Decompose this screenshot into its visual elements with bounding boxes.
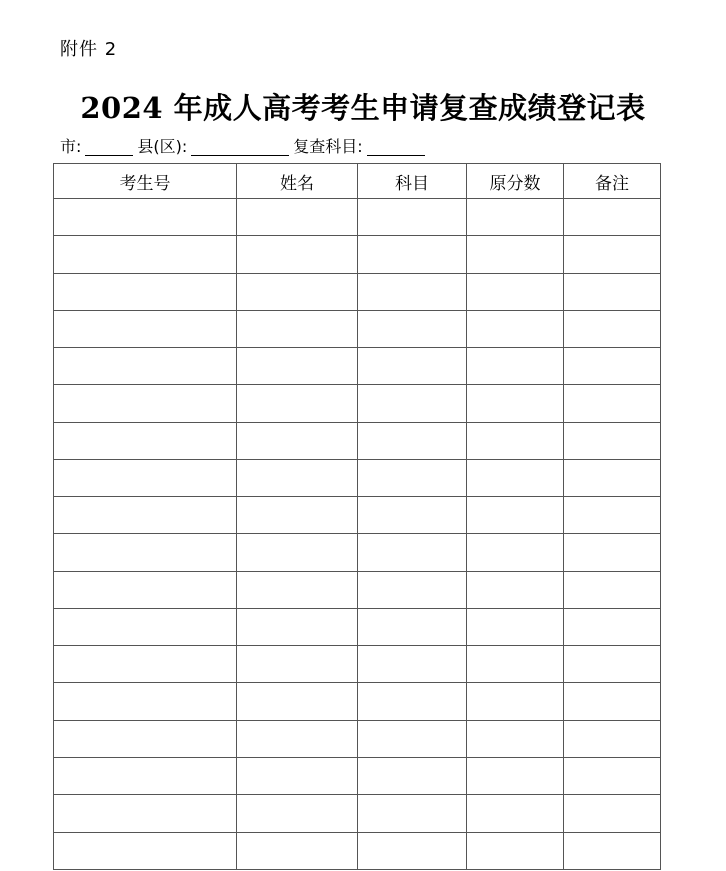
table-cell[interactable] bbox=[358, 683, 467, 720]
table-cell[interactable] bbox=[358, 646, 467, 683]
table-cell[interactable] bbox=[237, 348, 358, 385]
table-cell[interactable] bbox=[237, 608, 358, 645]
table-cell[interactable] bbox=[358, 236, 467, 273]
table-cell[interactable] bbox=[467, 757, 564, 794]
table-body bbox=[54, 199, 661, 870]
table-cell[interactable] bbox=[54, 385, 237, 422]
table-cell[interactable] bbox=[467, 683, 564, 720]
table-cell[interactable] bbox=[54, 348, 237, 385]
table-row bbox=[54, 497, 661, 534]
table-cell[interactable] bbox=[54, 646, 237, 683]
table-cell[interactable] bbox=[237, 497, 358, 534]
table-cell[interactable] bbox=[237, 199, 358, 236]
table-cell[interactable] bbox=[564, 832, 661, 869]
table-cell[interactable] bbox=[358, 757, 467, 794]
table-cell[interactable] bbox=[54, 832, 237, 869]
table-cell[interactable] bbox=[467, 608, 564, 645]
table-cell[interactable] bbox=[54, 497, 237, 534]
subject-label: 复查科目: bbox=[293, 137, 363, 156]
table-cell[interactable] bbox=[564, 608, 661, 645]
table-cell[interactable] bbox=[564, 683, 661, 720]
table-cell[interactable] bbox=[358, 608, 467, 645]
city-blank[interactable] bbox=[85, 135, 133, 156]
table-cell[interactable] bbox=[467, 273, 564, 310]
county-label: 县(区): bbox=[137, 137, 188, 156]
table-row bbox=[54, 236, 661, 273]
table-cell[interactable] bbox=[54, 608, 237, 645]
header-original-score: 原分数 bbox=[467, 164, 564, 199]
table-cell[interactable] bbox=[237, 795, 358, 832]
registration-table bbox=[53, 163, 661, 870]
table-cell[interactable] bbox=[358, 385, 467, 422]
table-cell[interactable] bbox=[358, 459, 467, 496]
table-cell[interactable] bbox=[467, 534, 564, 571]
table-cell[interactable] bbox=[358, 720, 467, 757]
table-cell[interactable] bbox=[237, 646, 358, 683]
table-cell[interactable] bbox=[358, 832, 467, 869]
table-cell[interactable] bbox=[467, 348, 564, 385]
table-cell[interactable] bbox=[564, 571, 661, 608]
table-cell[interactable] bbox=[54, 683, 237, 720]
page-title: 2024 年成人高考考生申请复查成绩登记表 bbox=[80, 91, 646, 125]
table-cell[interactable] bbox=[54, 534, 237, 571]
attachment-label: 附件 2 bbox=[60, 39, 118, 60]
table-cell[interactable] bbox=[358, 534, 467, 571]
table-cell[interactable] bbox=[237, 310, 358, 347]
table-cell[interactable] bbox=[237, 832, 358, 869]
table-cell[interactable] bbox=[467, 385, 564, 422]
county-blank[interactable] bbox=[191, 135, 289, 156]
table-row bbox=[54, 199, 661, 236]
table-row bbox=[54, 534, 661, 571]
table-cell[interactable] bbox=[54, 199, 237, 236]
table-cell[interactable] bbox=[467, 832, 564, 869]
header-remarks: 备注 bbox=[564, 164, 661, 199]
table-cell[interactable] bbox=[564, 273, 661, 310]
table-cell[interactable] bbox=[358, 795, 467, 832]
table-cell[interactable] bbox=[358, 310, 467, 347]
table-cell[interactable] bbox=[467, 310, 564, 347]
table-row bbox=[54, 832, 661, 869]
table-row bbox=[54, 459, 661, 496]
table-cell[interactable] bbox=[237, 683, 358, 720]
table-cell[interactable] bbox=[467, 422, 564, 459]
table-row bbox=[54, 385, 661, 422]
table-cell[interactable] bbox=[564, 422, 661, 459]
table-cell[interactable] bbox=[467, 571, 564, 608]
table-cell[interactable] bbox=[237, 385, 358, 422]
table-cell[interactable] bbox=[54, 720, 237, 757]
table-cell[interactable] bbox=[564, 497, 661, 534]
table-cell[interactable] bbox=[564, 757, 661, 794]
table-cell[interactable] bbox=[358, 273, 467, 310]
table-row bbox=[54, 608, 661, 645]
table-cell[interactable] bbox=[237, 720, 358, 757]
table-row bbox=[54, 273, 661, 310]
table-row bbox=[54, 310, 661, 347]
header-fill-line bbox=[60, 136, 429, 160]
table-cell[interactable] bbox=[564, 310, 661, 347]
header-exam-number: 考生号 bbox=[54, 164, 237, 199]
table-row bbox=[54, 757, 661, 794]
table-cell[interactable] bbox=[467, 236, 564, 273]
table-row bbox=[54, 348, 661, 385]
table-cell[interactable] bbox=[467, 795, 564, 832]
table-cell[interactable] bbox=[564, 385, 661, 422]
table-cell[interactable] bbox=[237, 236, 358, 273]
table-row bbox=[54, 422, 661, 459]
table-cell[interactable] bbox=[564, 236, 661, 273]
table-cell[interactable] bbox=[564, 720, 661, 757]
table-cell[interactable] bbox=[564, 795, 661, 832]
table-cell[interactable] bbox=[54, 236, 237, 273]
table-cell[interactable] bbox=[564, 646, 661, 683]
table-cell[interactable] bbox=[358, 348, 467, 385]
table-cell[interactable] bbox=[54, 757, 237, 794]
table-cell[interactable] bbox=[467, 720, 564, 757]
table-row bbox=[54, 646, 661, 683]
table-cell[interactable] bbox=[237, 534, 358, 571]
table-row bbox=[54, 795, 661, 832]
header-name: 姓名 bbox=[237, 164, 358, 199]
table-row bbox=[54, 683, 661, 720]
table-cell[interactable] bbox=[237, 459, 358, 496]
table-cell[interactable] bbox=[564, 459, 661, 496]
table-row bbox=[54, 571, 661, 608]
table-cell[interactable] bbox=[564, 348, 661, 385]
table-cell[interactable] bbox=[467, 199, 564, 236]
table-cell[interactable] bbox=[54, 795, 237, 832]
table-cell[interactable] bbox=[54, 310, 237, 347]
table-cell[interactable] bbox=[467, 646, 564, 683]
table-cell[interactable] bbox=[54, 273, 237, 310]
table-cell[interactable] bbox=[237, 571, 358, 608]
table-cell[interactable] bbox=[358, 497, 467, 534]
table-cell[interactable] bbox=[467, 497, 564, 534]
table-cell[interactable] bbox=[358, 571, 467, 608]
table-cell[interactable] bbox=[358, 199, 467, 236]
table-cell[interactable] bbox=[467, 459, 564, 496]
table-cell[interactable] bbox=[564, 534, 661, 571]
header-subject: 科目 bbox=[358, 164, 467, 199]
subject-blank[interactable] bbox=[367, 135, 425, 156]
city-label: 市: bbox=[60, 137, 82, 156]
table-header-row bbox=[54, 164, 661, 199]
table-cell[interactable] bbox=[54, 571, 237, 608]
table-cell[interactable] bbox=[237, 757, 358, 794]
table-row bbox=[54, 720, 661, 757]
table-cell[interactable] bbox=[564, 199, 661, 236]
table-cell[interactable] bbox=[54, 422, 237, 459]
table-cell[interactable] bbox=[237, 273, 358, 310]
table-cell[interactable] bbox=[358, 422, 467, 459]
table-cell[interactable] bbox=[237, 422, 358, 459]
table-cell[interactable] bbox=[54, 459, 237, 496]
